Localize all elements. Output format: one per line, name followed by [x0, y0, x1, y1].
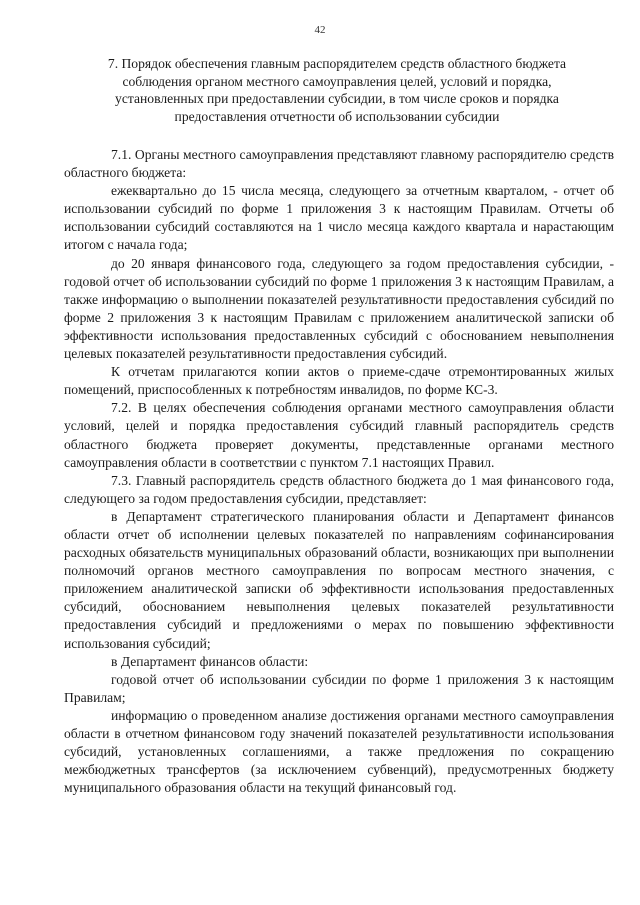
paragraph-7-2: 7.2. В целях обеспечения соблюдения органами местного самоуправления области условий, целей и порядка предоставления субсидий главный распорядитель средств областного бюджета проверяет документы, представленные органами местного самоуправления области в соответствии с пунктом 7.1 настоящих Правил.	[64, 400, 614, 470]
paragraph-annual-report: до 20 января финансового года, следующего за годом предоставления субсидии, - годовой отчет об использовании субсидий по форме 1 приложения 3 к настоящим Правилам, а также информацию о выполнении показателей результативности предоставления субсидий по форме 2 приложения 3 к настоящим Правилам с приложением аналитической записки об эффективности использования предоставленных субсидий с обоснованием невыполнения целевых показателей результативности предоставления субсидий.	[64, 255, 614, 362]
page-number: 42	[314, 24, 326, 36]
paragraph-strategic-planning: в Департамент стратегического планирования области и Департамент финансов области отчет об исполнении целевых показателей по направлениям софинансирования расходных обязательств муниципальных образований области, возникающих при выполнении полномочий органов местного самоуправления по вопросам местного значения, с приложением аналитической записки об эффективности использования предоставленных субсидий, обоснованием невыполнения целевых показателей результативности предоставления субсидий и предложениями о мерах по повышению эффективности использования субсидий;	[64, 508, 614, 651]
paragraph-7-3: 7.3. Главный распорядитель средств областного бюджета до 1 мая финансового года, следующего за годом предоставления субсидии, представляет:	[64, 472, 614, 506]
paragraph-quarterly-report: ежеквартально до 15 числа месяца, следующего за отчетным кварталом, - отчет об использовании субсидий по форме 1 приложения 3 к настоящим Правилам. Отчеты об использовании субсидий составляются на 1 число месяца каждого квартала и нарастающим итогом с начала года;	[64, 183, 614, 253]
section-heading: 7. Порядок обеспечения главным распорядителем средств областного бюджета соблюдения органом местного самоуправления целей, условий и порядка, установленных при предоставлении субсидии, в том числе сроков и порядка предоставления отчетности об использовании субсидии	[107, 56, 567, 124]
paragraph-annual-subsidy-report: годовой отчет об использовании субсидии по форме 1 приложения 3 к настоящим Правилам;	[64, 671, 614, 705]
paragraph-7-1: 7.1. Органы местного самоуправления представляют главному распорядителю средств областного бюджета:	[64, 147, 614, 181]
paragraph-attachments: К отчетам прилагаются копии актов о приеме-сдаче отремонтированных жилых помещений, приспособленных к потребностям инвалидов, по форме КС-3.	[64, 364, 614, 398]
paragraph-finance-dept: в Департамент финансов области:	[111, 653, 309, 669]
paragraph-analysis-info: информацию о проведенном анализе достижения органами местного самоуправления области в отчетном финансовом году значений показателей результативности использования субсидий, установленных соглашениями, а также предложения по сокращению межбюджетных трансфертов (за исключением субвенций), предусмотренных бюджету муниципального образования области на текущий финансовый год.	[64, 707, 614, 796]
document-body	[64, 146, 614, 797]
